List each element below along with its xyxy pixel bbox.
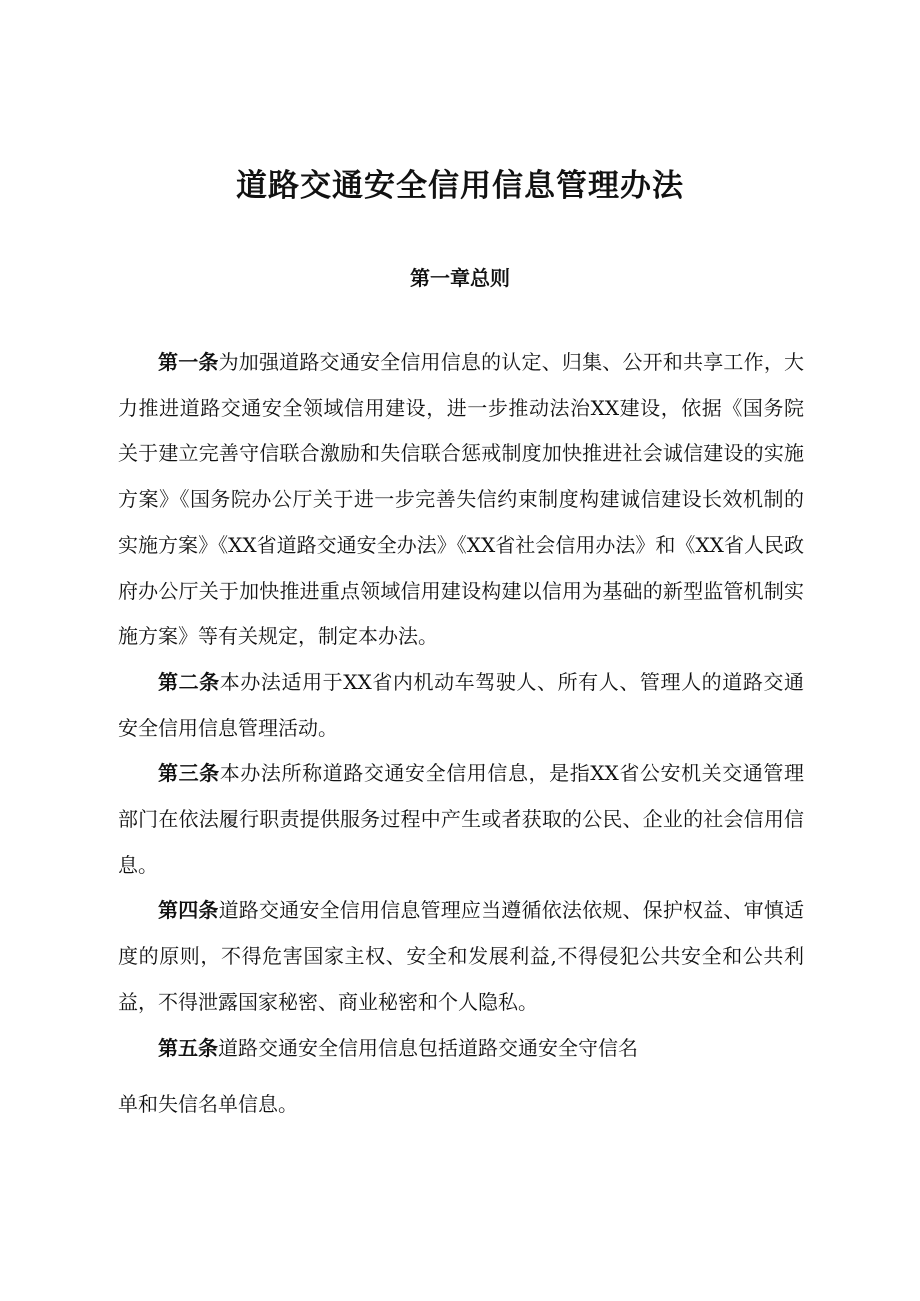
article-3 [118,751,804,888]
article-heading: 第一条 [158,350,219,374]
article-5-continuation: 单和失信名单信息。 [118,1092,298,1116]
article-text: 道路交通安全信用信息包括道路交通安全守信名 [218,1035,638,1060]
article-1 [118,340,804,660]
chapter-heading: 第一章总则 [410,266,510,290]
article-2 [118,660,804,751]
article-heading: 第二条 [158,669,220,694]
article-heading: 第三条 [158,761,220,786]
article-text: 本办法适用于XX省内机动车驾驶人、所有人、管理人的道路交通安全信用信息管理活动。 [118,669,805,740]
article-4 [118,888,804,1025]
article-heading: 第五条 [158,1035,218,1060]
article-text: 道路交通安全信用信息管理应当遵循依法依规、保护权益、审慎适度的原则，不得危害国家主权、安全和发展利益,不得侵犯公共安全和公共利益，不得泄露国家秘密、商业秘密和个人隐私。 [118,898,805,1014]
document-body [118,340,804,1071]
article-5 [118,1026,804,1072]
article-text: 为加强道路交通安全信用信息的认定、归集、公开和共享工作，大力推进道路交通安全领域信用建设，进一步推动法治XX建设，依据《国务院关于建立完善守信联合激励和失信联合惩戒制度加快推进社会诚信建设的实施方案》《国务院办公厅关于进一步完善失信约束制度构建诚信建设长效机制的实施方案》《XX省道路交通安全办法》《XX省社会信用办法》和《XX省人民政府办公厅关于加快推进重点领域信用建设构建以信用为基础的新型监管机制实施方案》等有关规定，制定本办法。 [118,350,805,649]
article-heading: 第四条 [158,898,219,923]
article-text: 本办法所称道路交通安全信用信息，是指XX省公安机关交通管理部门在依法履行职责提供服务过程中产生或者获取的公民、企业的社会信用信息。 [118,761,805,877]
document-title: 道路交通安全信用信息管理办法 [236,168,684,204]
